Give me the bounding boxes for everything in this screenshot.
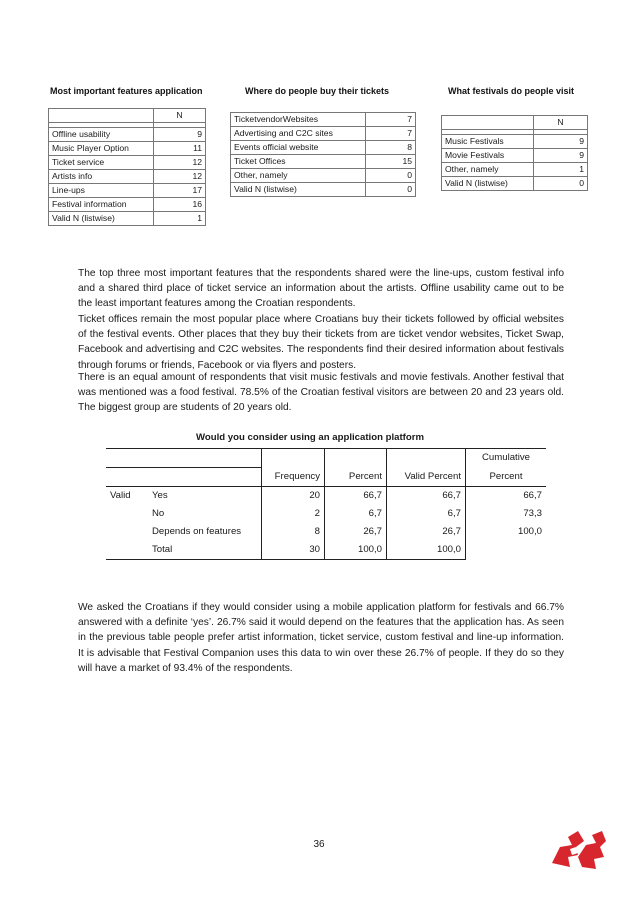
table-row [442,149,588,163]
valid-percent-cell: 66,7 [387,487,466,506]
table-row [49,128,206,142]
table-row [106,505,546,523]
tickets-row-value: 7 [366,127,416,141]
table-row [442,135,588,149]
frequency-cell: 30 [262,541,325,560]
frequency-cell: 8 [262,523,325,541]
festivals-row-value: 9 [534,149,588,163]
percent-cell: 6,7 [325,505,387,523]
app-table-title: Would you consider using an application platform [196,432,424,443]
tickets-row-label: TicketvendorWebsites [231,113,366,127]
table-row [49,156,206,170]
frequency-cell: 2 [262,505,325,523]
cumulative-cell: 100,0 [517,526,542,537]
answer-label: Depends on features [148,523,262,541]
paragraph-festivals: There is an equal amount of respondents that visit music festivals and movie festivals. Another festival that was mentioned was a food festival. 78.5% of the Croatian festival visitors are between 20 and 23 years old. The biggest group are students of 20 years old. [78,372,564,414]
table-row [231,113,416,127]
table-row [231,141,416,155]
features-row-value: 11 [154,142,206,156]
percent-header: Percent [325,468,387,487]
table-row [106,541,546,560]
table-row [442,116,588,130]
table-row [106,487,546,506]
percent-cell: 66,7 [325,487,387,506]
features-row-value: 12 [154,170,206,184]
valid-group-label: Valid [110,490,131,501]
table-row [231,127,416,141]
table-row [442,177,588,191]
features-row-label: Artists info [49,170,154,184]
cumulative-header-line1: Cumulative [466,449,547,468]
logo-right-shape [578,831,606,869]
festival-companion-logo-icon [548,817,608,877]
festivals-row-label: Other, namely [442,163,534,177]
tickets-row-value: 7 [366,113,416,127]
tickets-row-value: 8 [366,141,416,155]
features-table [48,108,206,226]
answer-label: Total [148,541,262,560]
features-row-value: 17 [154,184,206,198]
features-row-value: 12 [154,156,206,170]
features-table-title: Most important features application [50,86,203,96]
features-row-value: 1 [154,212,206,226]
paragraph-conclusion: We asked the Croatians if they would consider using a mobile application platform for festivals and 66.7% answered with a definite ‘yes’. 26.7% said it would depend on the features that the application has. As seen in the previous table people prefer artist information, ticket service, custom festival and line-up information. It is advisable that Festival Companion uses this data to win over these 26.7% of people. If they do so they will have a market of 93.4% of the respondents. [78,602,564,674]
features-row-label: Festival information [49,198,154,212]
table-row [49,142,206,156]
festivals-row-value: 0 [534,177,588,191]
cumulative-cell: 66,7 [523,490,542,501]
tickets-table [230,112,416,197]
table-row [442,163,588,177]
table-row [49,198,206,212]
festivals-row-value: 9 [534,135,588,149]
festivals-row-label: Music Festivals [442,135,534,149]
features-row-label: Offline usability [49,128,154,142]
paragraph-tickets: Ticket offices remain the most popular place where Croatians buy their tickets followed by official websites of the festival events. Other places that they buy their tickets from are ticket vendor websites, Ticket Swap, Facebook and advertising and C2C websites. The respondents find their desired information about festivals through forums or friends, Facebook or via flyers and posters. [78,314,564,371]
app-platform-table [106,448,546,560]
table-row [49,170,206,184]
features-row-label: Valid N (listwise) [49,212,154,226]
paragraph-features: The top three most important features that the respondents shared were the line-ups, custom festival info and a shared third place of ticket service an information about the artists. Offline usability came out to be the least important features among the Croatian respondents. [78,268,564,310]
table-row [106,449,546,468]
valid-percent-cell: 26,7 [387,523,466,541]
page-number: 36 [313,839,325,850]
tickets-row-label: Advertising and C2C sites [231,127,366,141]
cumulative-header-line2: Percent [466,468,547,487]
tickets-row-label: Ticket Offices [231,155,366,169]
features-row-label: Music Player Option [49,142,154,156]
table-row [49,212,206,226]
festivals-table [441,115,588,191]
features-row-label: Line-ups [49,184,154,198]
tickets-row-label: Other, namely [231,169,366,183]
cumulative-cell: 73,3 [523,508,542,519]
cumulative-cell [466,541,547,560]
answer-label: Yes [148,487,262,506]
features-row-value: 9 [154,128,206,142]
tickets-row-value: 0 [366,183,416,197]
tickets-row-label: Valid N (listwise) [231,183,366,197]
festivals-n-header: N [534,116,588,130]
frequency-cell: 20 [262,487,325,506]
features-row-value: 16 [154,198,206,212]
festivals-table-title: What festivals do people visit [448,86,575,96]
table-row [231,155,416,169]
percent-cell: 26,7 [325,523,387,541]
tickets-row-label: Events official website [231,141,366,155]
valid-percent-cell: 6,7 [387,505,466,523]
festivals-row-label: Movie Festivals [442,149,534,163]
percent-cell: 100,0 [325,541,387,560]
features-row-label: Ticket service [49,156,154,170]
table-row [231,169,416,183]
table-row [106,523,546,541]
features-n-header: N [154,109,206,123]
table-row [49,184,206,198]
valid-percent-cell: 100,0 [387,541,466,560]
festivals-row-label: Valid N (listwise) [442,177,534,191]
table-row [49,109,206,123]
table-row [231,183,416,197]
logo-left-shape [552,831,584,867]
answer-label: No [148,505,262,523]
tickets-table-title: Where do people buy their tickets [245,86,390,96]
tickets-row-value: 15 [366,155,416,169]
table-row [106,468,546,487]
tickets-row-value: 0 [366,169,416,183]
frequency-header: Frequency [262,468,325,487]
valid-percent-header: Valid Percent [387,468,466,487]
festivals-row-value: 1 [534,163,588,177]
